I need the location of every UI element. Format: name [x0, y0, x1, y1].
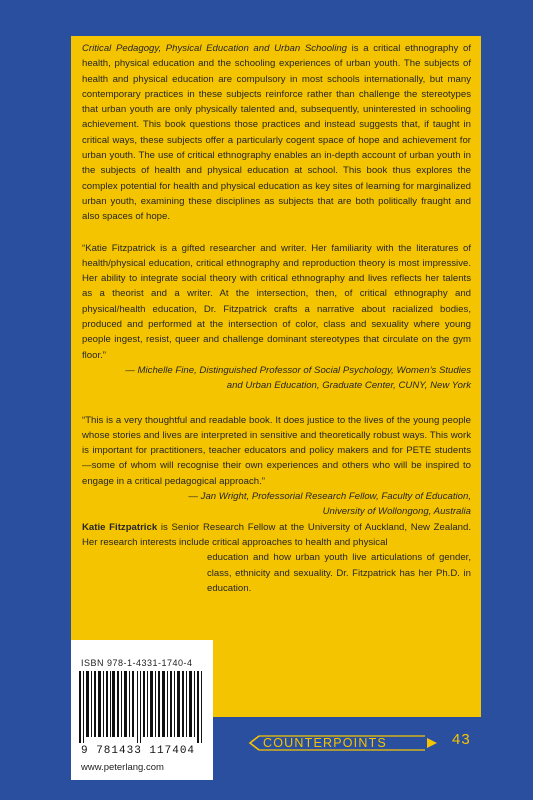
series-logo	[247, 735, 443, 751]
quote-fine-attribution: — Michelle Fine, Distinguished Professor of Social Psychology, Women’s Studies and Urban Education, Graduate Center, CUNY, New York	[125, 364, 471, 392]
quote-wright-attribution: — Jan Wright, Professorial Research Fellow, Faculty of Education, University of Wollongong, Australia	[188, 491, 471, 518]
book-title: Critical Pedagogy, Physical Education and Urban Schooling	[82, 43, 347, 54]
barcode-digits: 9 781433 117404	[81, 745, 196, 757]
author-bio-continued: education and how urban youth live articulations of gender, class, ethnicity and sexuality. Dr. Fitzpatrick has her Ph.D. in education.	[207, 552, 471, 594]
blurb-text: is a critical ethnography of health, physical education and the schooling experiences of urban youth. The subjects of health and physical education are compulsory in most schools internationally, but many contemporary practices in these subjects reinforce rather than challenge the stereotypes that urban youth are only physically talented and, subsequently, uninterested in schooling achievement. This book questions those practices and instead suggests that, if taught in critical ways, these subjects offer a particularly cogent space of hope and achievement for urban youth. The use of critical ethnography enables an in-depth account of urban youth in the subjects of health and physical education at school. This book thus explores the complex potential for health and physical education as key sites of learning for marginalized urban youth, examining these disciplines as subjects that are both politically fraught and also spaces of hope.	[82, 43, 471, 223]
blurb-paragraph	[82, 41, 471, 225]
barcode-box	[71, 640, 213, 780]
isbn-label: ISBN 978-1-4331-1740-4	[81, 658, 193, 668]
quote-wright: “This is a very thoughtful and readable book. It does justice to the lives of the young people whose stories and lives are interpreted in sensitive and theoretically robust ways. This work is important for practitioners, teacher educators and policy makers and for PETE students—some of whom will recognise their own experiences and others who will be inspired to engage in a critical pedagogical approach.”	[82, 414, 471, 487]
attribution-line: University of Wollongong, Australia	[322, 506, 471, 518]
attribution-line: Jan Wright, Professorial Research Fellow, Faculty of Education,	[200, 491, 471, 503]
series-name: COUNTERPOINTS	[263, 736, 387, 750]
author-bio	[82, 520, 471, 551]
author-name: Katie Fitzpatrick	[82, 521, 158, 533]
attribution-line: Michelle Fine, Distinguished Professor of Social Psychology, Women’s Studies	[137, 364, 471, 376]
attribution-line: and Urban Education, Graduate Center, CUNY, New York	[226, 380, 471, 392]
barcode-icon	[79, 671, 205, 743]
author-bio-text: is Senior Research Fellow at the University of Auckland, New Zealand. Her research interests include critical approaches to health and physical	[82, 521, 472, 548]
quote-fine: “Katie Fitzpatrick is a gifted researcher and writer. Her familiarity with the literatures of health/physical education, critical ethnography and reproduction theory is most impressive. Her ability to integrate social theory with critical ethnography and lives reflects her talents as a theorist and a writer. At the intersection, then, of critical ethnography and physical/health education, Dr. Fitzpatrick crafts a narrative about racialized bodies, produced and performed at the intersection of color, class and sexuality where young people ingest, resist, queer and challenge dominant stereotypes that circulate on the gym floor.”	[82, 242, 471, 361]
publisher-url[interactable]: www.peterlang.com	[81, 762, 164, 773]
back-cover-text-panel	[71, 36, 481, 717]
series-number: 43	[452, 731, 471, 748]
